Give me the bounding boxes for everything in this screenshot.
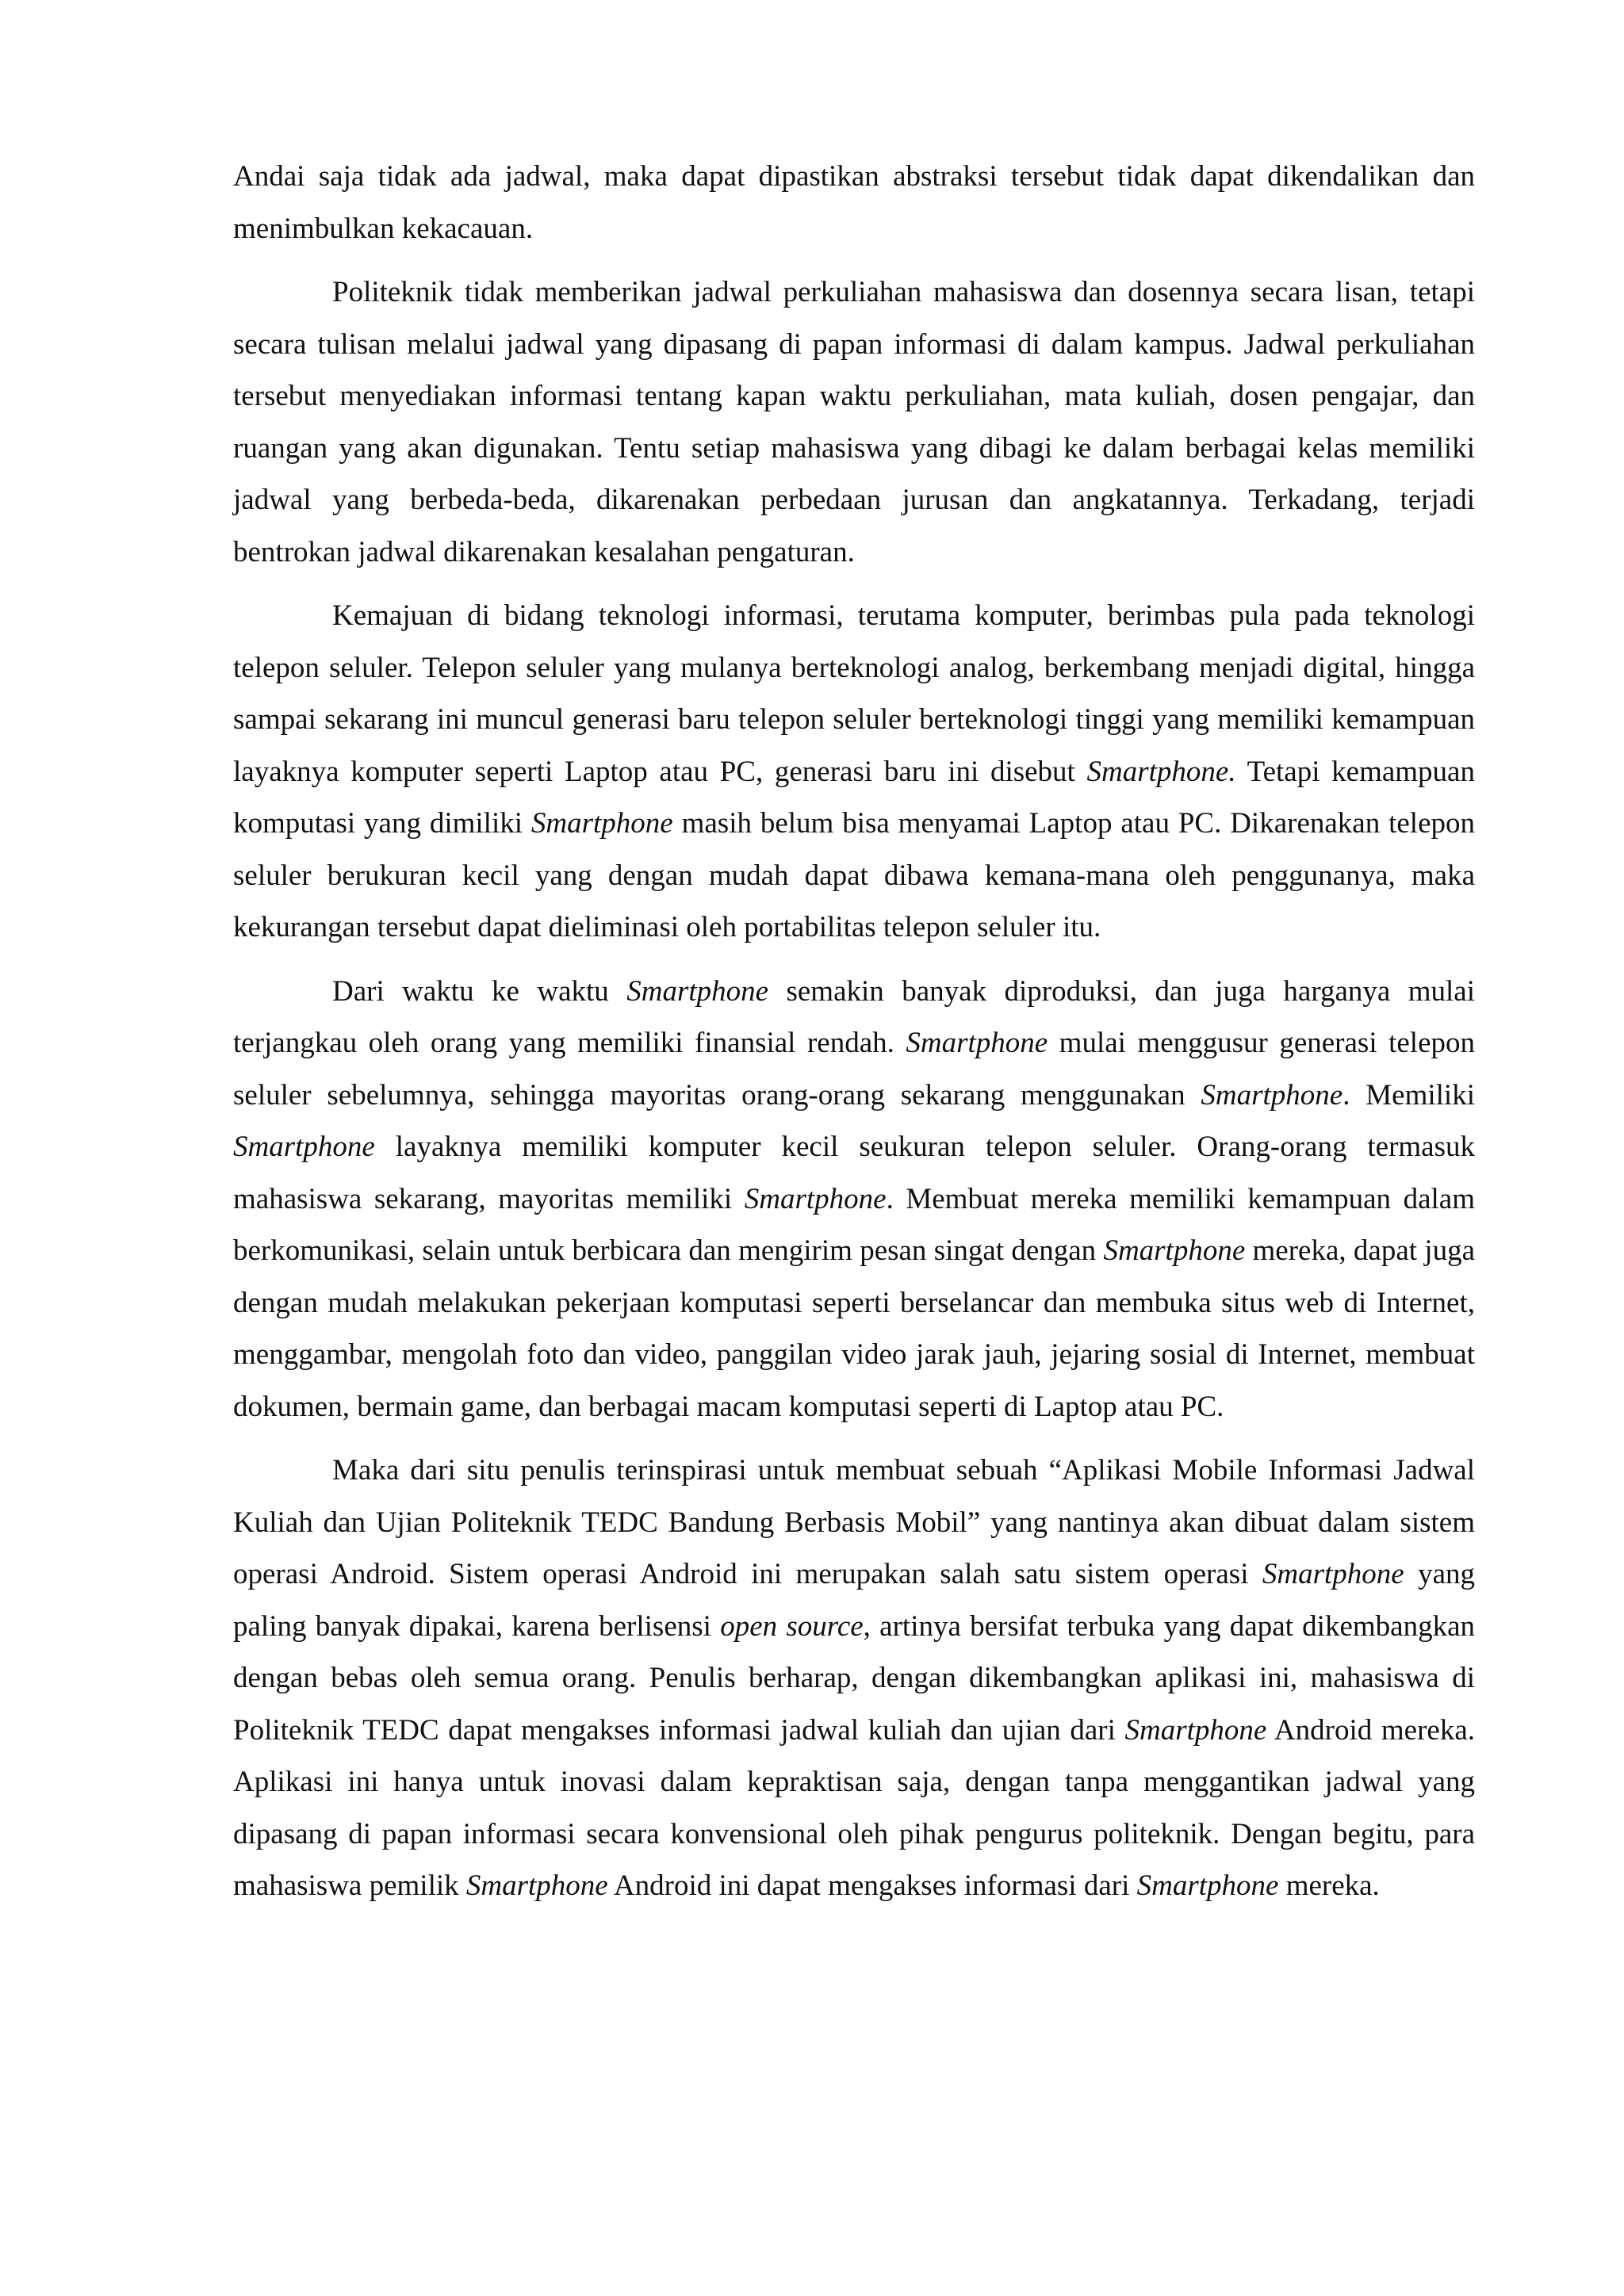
- italic-term: Smartphone: [1124, 1713, 1267, 1747]
- text-segment: semakin banyak diproduksi, dan juga harganya mulai terjangkau oleh orang yang memiliki finansial rendah.: [233, 974, 1476, 1059]
- italic-term: Smartphone: [530, 807, 673, 840]
- italic-term: Smartphone: [1201, 1078, 1343, 1112]
- text-segment: Android mereka. Aplikasi ini hanya untuk inovasi dalam kepraktisan saja, dengan tanpa menggantikan jadwal yang dipasang di papan informasi secara konvensional oleh pihak pengurus politeknik. Dengan begitu, para mahasiswa pemilik: [233, 1713, 1475, 1902]
- text-segment: yang paling banyak dipakai, karena berlisensi: [233, 1558, 1475, 1643]
- text-segment: layaknya memiliki komputer kecil seukuran telepon seluler. Orang-orang termasuk mahasiswa sekarang, mayoritas memiliki: [233, 1131, 1475, 1215]
- italic-term: Smartphone: [744, 1182, 887, 1215]
- paragraph-2: [233, 266, 1475, 578]
- text-segment: . Memiliki: [1342, 1078, 1475, 1112]
- paragraph-3: [233, 590, 1475, 954]
- text-segment: Andai saja tidak ada jadwal, maka dapat dipastikan abstraksi tersebut tidak dapat dikendalikan dan menimbulkan kekacauan.: [233, 160, 1475, 245]
- italic-term: Smartphone: [1103, 1234, 1246, 1267]
- italic-term: open source: [720, 1609, 864, 1643]
- text-segment: Dari waktu ke waktu: [332, 974, 627, 1008]
- italic-term: Smartphone: [465, 1869, 608, 1902]
- italic-term: Smartphone: [1136, 1869, 1279, 1902]
- text-segment: Politeknik tidak memberikan jadwal perkuliahan mahasiswa dan dosennya secara lisan, tetapi secara tulisan melalui jadwal yang dipasang di papan informasi di dalam kampus. Jadwal perkuliahan tersebut menyediakan informasi tentang kapan waktu perkuliahan, mata kuliah, dosen pengajar, dan ruangan yang akan digunakan. Tentu setiap mahasiswa yang dibagi ke dalam berbagai kelas memiliki jadwal yang berbeda-beda, dikarenakan perbedaan jurusan dan angkatannya. Terkadang, terjadi bentrokan jadwal dikarenakan kesalahan pengaturan.: [233, 276, 1475, 568]
- paragraph-5: [233, 1445, 1475, 1912]
- text-segment: Tetapi kemampuan komputasi yang dimiliki: [233, 755, 1475, 840]
- text-segment: mereka.: [1278, 1869, 1380, 1902]
- italic-term: Smartphone: [233, 1131, 375, 1163]
- paragraph-1: [233, 151, 1475, 254]
- text-segment: mulai menggusur generasi telepon seluler sebelumnya, sehingga mayoritas orang-orang sekarang menggunakan: [233, 1027, 1475, 1112]
- text-segment: mereka, dapat juga dengan mudah melakukan pekerjaan komputasi seperti berselancar dan membuka situs web di Internet, menggambar, mengolah foto dan video, panggilan video jarak jauh, jejaring sosial di Internet, membuat dokumen, bermain game, dan berbagai macam komputasi seperti di Laptop atau PC.: [233, 1234, 1475, 1423]
- text-segment: Kemajuan di bidang teknologi informasi, terutama komputer, berimbas pula pada teknologi telepon seluler. Telepon seluler yang mulanya berteknologi analog, berkembang menjadi digital, hingga sampai sekarang ini muncul generasi baru telepon seluler berteknologi tinggi yang memiliki kemampuan layaknya komputer seperti Laptop atau PC, generasi baru ini disebut: [233, 599, 1475, 788]
- text-segment: , artinya bersifat terbuka yang dapat dikembangkan dengan bebas oleh semua orang. Penulis berharap, dengan dikembangkan aplikasi ini, mahasiswa di Politeknik TEDC dapat mengakses informasi jadwal kuliah dan ujian dari: [233, 1609, 1475, 1747]
- italic-term: Smartphone: [906, 1027, 1048, 1059]
- italic-term: Smartphone.: [1086, 755, 1236, 788]
- text-segment: masih belum bisa menyamai Laptop atau PC. Dikarenakan telepon seluler berukuran kecil yang dengan mudah dapat dibawa kemana-mana oleh penggunanya, maka kekurangan tersebut dapat dieliminasi oleh portabilitas telepon seluler itu.: [233, 807, 1476, 943]
- text-segment: . Membuat mereka memiliki kemampuan dalam berkomunikasi, selain untuk berbicara dan mengirim pesan singat dengan: [233, 1182, 1475, 1267]
- italic-term: Smartphone: [1262, 1558, 1404, 1590]
- body-text: [233, 151, 1475, 1924]
- italic-term: Smartphone: [626, 974, 769, 1008]
- text-segment: Maka dari situ penulis terinspirasi untuk membuat sebuah “Aplikasi Mobile Informasi Jadwal Kuliah dan Ujian Politeknik TEDC Bandung Berbasis Mobil” yang nantinya akan dibuat dalam sistem operasi Android. Sistem operasi Android ini merupakan salah satu sistem operasi: [233, 1454, 1475, 1590]
- paragraph-4: [233, 966, 1475, 1433]
- text-segment: Android ini dapat mengakses informasi dari: [607, 1869, 1137, 1902]
